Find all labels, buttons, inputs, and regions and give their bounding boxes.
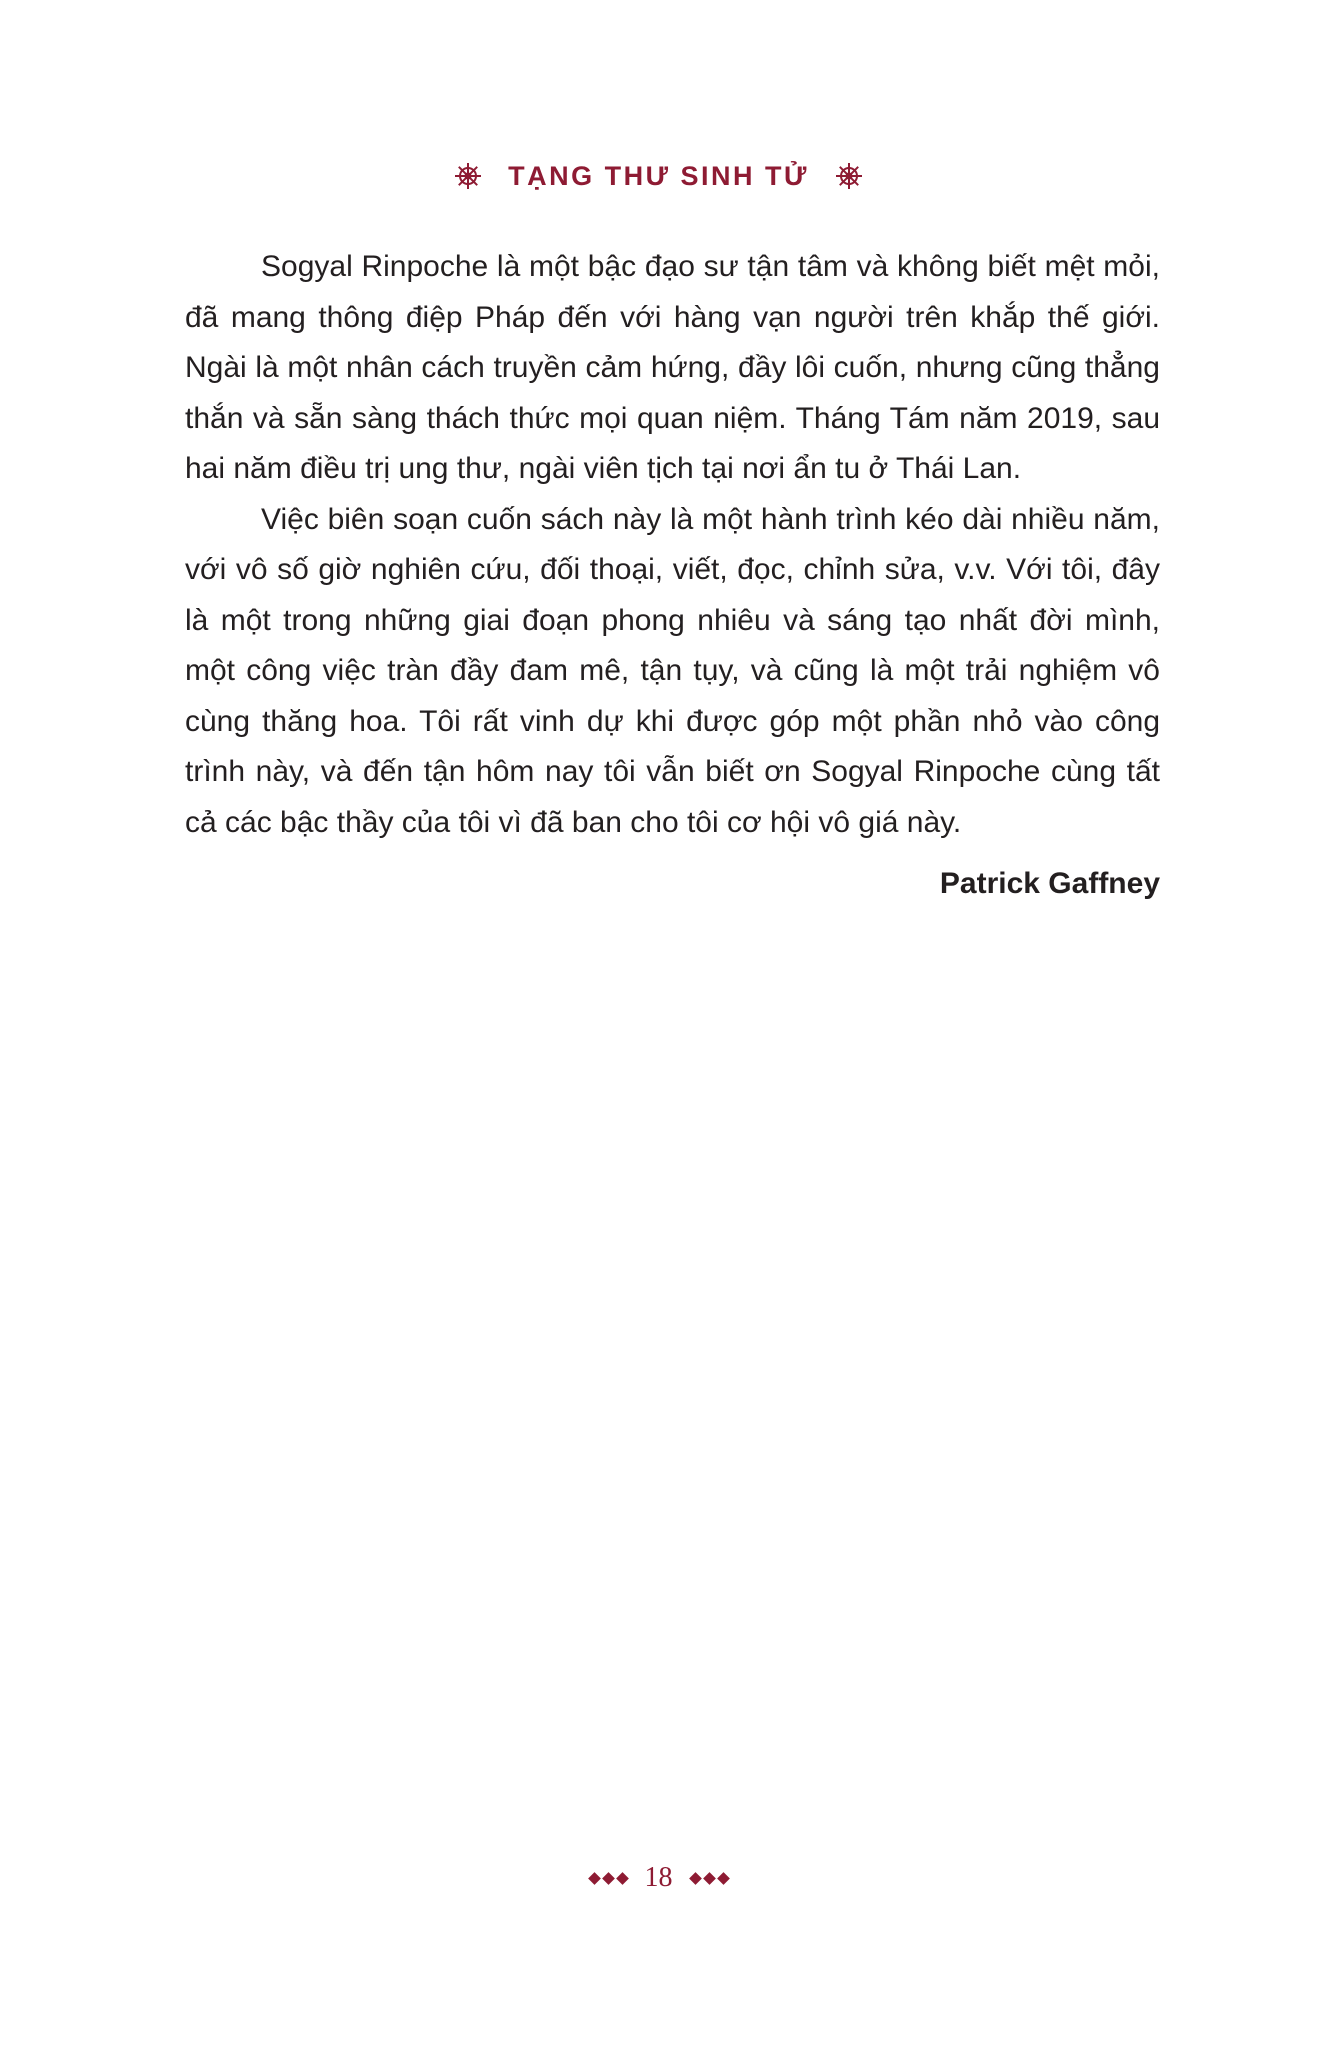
- running-header: [0, 156, 1317, 196]
- author-signature: Patrick Gaffney: [939, 867, 1160, 900]
- paragraph-2: Việc biên soạn cuốn sách này là một hành trình kéo dài nhiều năm, với vô số giờ nghiên cứu, đối thoại, viết, đọc, chỉnh sửa, v.v. Với tôi, đây là một trong những giai đoạn phong nhiêu và sáng tạo nhất đời mình, một công việc tràn đầy đam mê, tận tụy, và cũng là một trải nghiệm vô cùng thăng hoa. Tôi rất vinh dự khi được góp một phần nhỏ vào công trình này, và đến tận hôm nay tôi vẫn biết ơn Sogyal Rinpoche cùng tất cả các bậc thầy của tôi vì đã ban cho tôi cơ hội vô giá này.: [185, 502, 1160, 839]
- diamond-ornament-icon: [691, 1874, 728, 1883]
- dharma-wheel-icon: [835, 162, 863, 190]
- diamond-ornament-icon: [590, 1874, 627, 1883]
- running-header-title: TẠNG THƯ SINH TỬ: [508, 161, 809, 191]
- page-footer: [0, 1858, 1317, 1898]
- page-number: 18: [644, 1862, 673, 1893]
- paragraph-1: Sogyal Rinpoche là một bậc đạo sư tận tâm và không biết mệt mỏi, đã mang thông điệp Pháp đến với hàng vạn người trên khắp thế giới. Ngài là một nhân cách truyền cảm hứng, đầy lôi cuốn, nhưng cũng thẳng thắn và sẵn sàng thách thức mọi quan niệm. Tháng Tám năm 2019, sau hai năm điều trị ung thư, ngài viên tịch tại nơi ẩn tu ở Thái Lan.: [185, 250, 1160, 485]
- body-text: [185, 242, 1160, 848]
- dharma-wheel-icon: [454, 162, 482, 190]
